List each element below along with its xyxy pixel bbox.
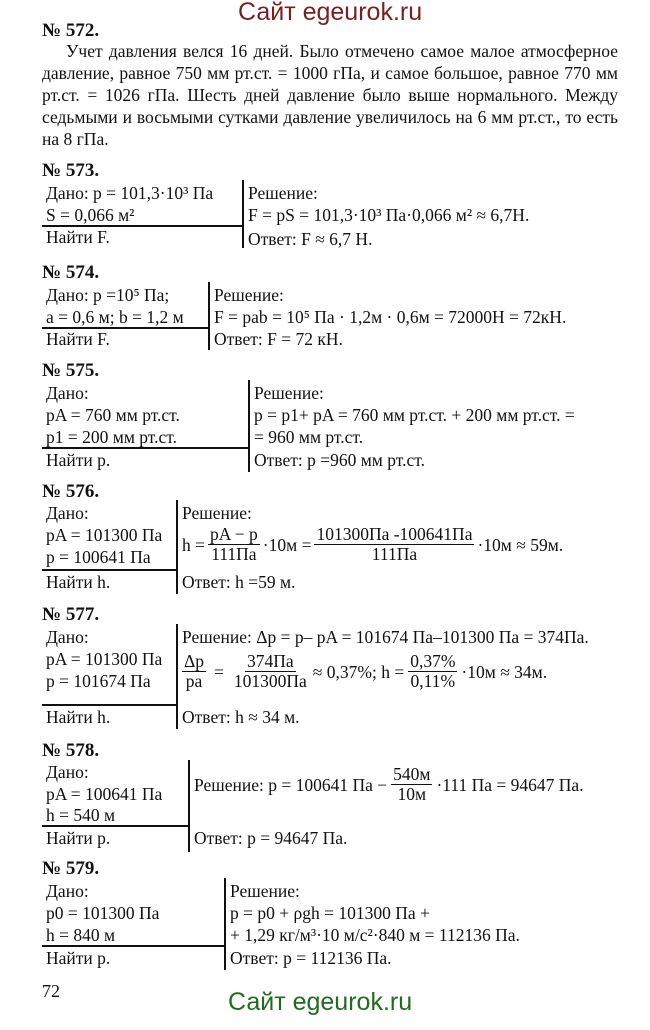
problem-575-solution-label: Решение: [254,383,324,403]
problem-577-number: № 577. [42,604,100,625]
problem-572-number: № 572. [42,20,100,41]
problem-577-eq: = [214,661,224,682]
problem-577-find: Найти h. [46,707,111,727]
problem-579-solution-label: Решение: [230,881,300,901]
problem-578-solution-start: Решение: p = 100641 Па − [194,774,388,795]
problem-577-given-1: pA = 101300 Па [46,649,163,669]
problem-576-answer: Ответ: h =59 м. [182,572,296,592]
problem-578-find: Найти p. [46,828,111,848]
problem-572-text: Учет давления велся 16 дней. Было отмечено самое малое атмосферное давление, равное 750 мм рт.ст. = 1000 гПа, и самое большое, равное 770 мм рт.ст. = 1026 гПа. Шесть дней давление было выше нормального. Между седьмыми и восьмыми сутками давление увеличилось на 6 мм рт.ст., то есть на 8 гПа. [42,41,618,149]
problem-577-fraction-2-num: 374Па [247,651,294,671]
problem-575-given-label: Дано: [46,383,89,403]
problem-573-find: Найти F. [46,227,110,247]
problem-575-given-1: pA = 760 мм рт.ст. [46,405,180,425]
problem-577-mid: ≈ 0,37%; h = [312,661,405,682]
problem-576-formula [182,525,563,564]
problem-574-find: Найти F. [46,329,110,349]
problem-577-fraction-1-den: pa [185,671,203,691]
problem-577-fraction-2-den: 101300Па [233,671,307,691]
problem-576-find: Найти h. [46,572,111,592]
problem-578-formula [194,765,584,804]
problem-579-answer: Ответ: p = 112136 Па. [230,948,392,968]
problem-577-answer: Ответ: h ≈ 34 м. [182,707,300,727]
problem-574-solution-1: F = pab = 10⁵ Па · 1,2м · 0,6м = 72000Н = 72кН. [214,307,567,327]
problem-577-fraction-3 [408,652,457,691]
problem-577-fraction-3-num: 0,37% [410,651,456,671]
problem-574-given-1: Дано: p =10⁵ Па; [46,285,170,305]
problem-573-given-2: S = 0,066 м² [46,205,135,225]
problem-577-given-label: Дано: [46,627,89,647]
problem-578-given-1: pA = 100641 Па [46,784,163,804]
problem-578-divider [188,760,190,852]
problem-573-given-1: Дано: p = 101,3·10³ Па [46,183,214,203]
problem-576-divider [176,500,178,594]
problem-579-given-1: p0 = 101300 Па [46,903,160,923]
problem-575-given-2: p1 = 200 мм рт.ст. [46,427,177,447]
site-watermark-top: Сайт egeurok.ru [238,0,423,26]
problem-575-answer: Ответ: p =960 мм рт.ст. [254,450,425,470]
problem-576-fraction-1-num: pA − p [210,524,258,544]
problem-576-fraction-2-den: 111Па [371,544,418,564]
problem-575-solution-1: p = p1+ pA = 760 мм рт.ст. + 200 мм рт.ст. = [254,405,575,425]
problem-575-find: Найти p. [46,450,111,470]
problem-576-solution-label: Решение: [182,503,252,523]
problem-577-solution-label: Решение: Δp = p– pA = 101674 Па–101300 Па = 374Па. [182,627,589,647]
problem-574-divider [208,282,210,350]
problem-576-fraction-2-num: 101300Па -100641Па [316,524,473,544]
problem-579-given-label: Дано: [46,881,89,901]
problem-575-divider [248,380,250,472]
problem-576-fraction-1-den: 111Па [211,544,257,564]
problem-576-mid: ·10м = [262,534,312,555]
problem-576-given-1: pA = 101300 Па [46,525,163,545]
problem-579-find: Найти p. [46,948,111,968]
problem-573-divider [242,180,244,248]
problem-578-answer: Ответ: p = 94647 Па. [194,828,348,848]
problem-576-fraction-1 [208,525,260,564]
problem-576-fraction-2 [314,525,474,564]
problem-574-number: № 574. [42,262,100,283]
problem-576-number: № 576. [42,481,100,502]
problem-578-tail: ·111 Па = 94647 Па. [436,774,584,795]
problem-575-solution-2: = 960 мм рт.ст. [254,427,364,447]
problem-576-h-eq: h = [182,534,205,555]
problem-579-given-2: h = 840 м [46,925,116,945]
problem-577-fraction-1-num: Δp [184,651,205,671]
problem-575-number: № 575. [42,360,100,381]
problem-576-given-2: p = 100641 Па [46,547,151,567]
problem-574-answer: Ответ: F = 72 кН. [214,329,343,349]
problem-578-given-2: h = 540 м [46,805,116,825]
problem-577-fraction-1 [182,652,206,691]
problem-574-solution-label: Решение: [214,285,284,305]
problem-574-given-2: a = 0,6 м; b = 1,2 м [46,307,184,327]
problem-579-solution-2: + 1,29 кг/м³·10 м/с²·840 м = 112136 Па. [230,925,520,945]
problem-578-fraction-den: 10м [397,784,427,804]
problem-577-fraction-3-den: 0,11% [410,671,456,691]
site-watermark-bottom: Сайт egeurok.ru [228,988,413,1016]
problem-577-fraction-2 [232,652,309,691]
problem-577-tail: ·10м ≈ 34м. [461,661,548,682]
problem-576-given-label: Дано: [46,503,89,523]
problem-578-fraction [391,765,432,804]
problem-576-tail: ·10м ≈ 59м. [477,534,564,555]
page-number: 72 [42,981,60,1001]
problem-579-solution-1: p = p0 + ρgh = 101300 Па + [230,903,430,923]
problem-579-divider [224,878,226,970]
problem-573-answer: Ответ: F ≈ 6,7 Н. [248,229,373,249]
problem-578-number: № 578. [42,740,100,761]
problem-577-formula [182,652,547,691]
problem-573-number: № 573. [42,160,100,181]
problem-573-solution-label: Решение: [248,183,318,203]
problem-578-given-label: Дано: [46,762,89,782]
problem-577-divider [176,624,178,729]
problem-573-solution-1: F = pS = 101,3·10³ Па·0,066 м² ≈ 6,7Н. [248,205,530,225]
problem-579-number: № 579. [42,858,100,879]
problem-577-given-2: p = 101674 Па [46,671,151,691]
problem-578-fraction-num: 540м [393,764,431,784]
